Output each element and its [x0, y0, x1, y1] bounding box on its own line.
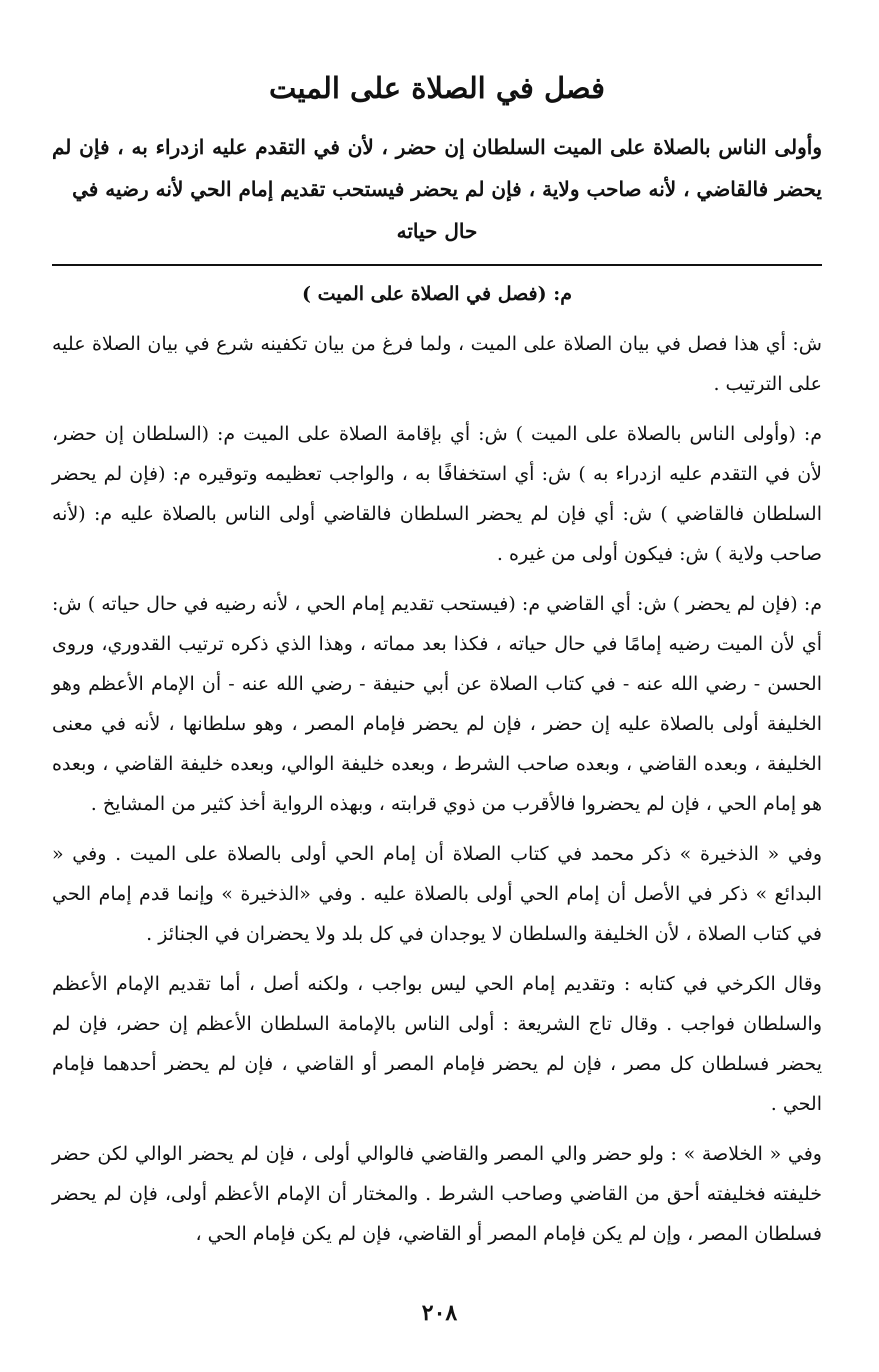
commentary-paragraph-1: ش: أي هذا فصل في بيان الصلاة على الميت ، ولما فرغ من بيان تكفينه شرع في بيان الصلاة عليه على الترتيب . — [52, 332, 822, 395]
matn-text: وأولى الناس بالصلاة على الميت السلطان إن حضر ، لأن في التقدم عليه ازدراء به ، فإن لم يحضر فالقاضي ، لأنه صاحب ولاية ، فإن لم يحضر فيستحب تقديم إمام الحي لأنه رضيه في — [52, 134, 822, 201]
commentary-paragraph-2: م: (وأولى الناس بالصلاة على الميت ) ش: أي بإقامة الصلاة على الميت م: (السلطان إن حضر، لأن في التقدم عليه ازدراء به ) ش: أي استخفافًا به ، والواجب تعظيمه وتوقيره م: (فإن لم يحضر السلطان فالقاضي ) ش: أي فإن لم يحضر السلطان فالقاضي أولى الناس بالصلاة عليه م: (لأنه صاحب ولاية ) ش: فيكون أولى من غيره . — [52, 422, 822, 565]
commentary-heading-text: م: (فصل في الصلاة على الميت ) — [301, 282, 573, 305]
matn-text-last-line: حال حياته — [396, 218, 478, 243]
page-body — [52, 70, 822, 1264]
commentary-paragraph-3: م: (فإن لم يحضر ) ش: أي القاضي م: (فيستحب تقديم إمام الحي ، لأنه رضيه في حال حياته ) ش: أي لأن الميت رضيه إمامًا في حال حياته ، فكذا بعد مماته ، وهذا الذي ذكره ترتيب القدوري، وروى الحسن - رضي الله عنه - في كتاب الصلاة عن أبي حنيفة - رضي الله عنه - أن الإمام الأعظم وهو الخليفة أولى بالصلاة عليه إن حضر ، فإن لم يحضر فإمام المصر ، وهو سلطانها ، لأنه في معنى الخليفة ، وبعده القاضي ، وبعده صاحب الشرط ، وبعده خليفة الوالي، وبعده خليفة القاضي ، وبعده هو إمام الحي ، فإن لم يحضروا فالأقرب من ذوي قرابته ، وبهذه الرواية أخذ كثير من المشايخ . — [52, 592, 822, 815]
commentary-paragraph-6: وفي « الخلاصة » : ولو حضر والي المصر والقاضي فالوالي أولى ، فإن لم يحضر الوالي لكن حضر خليفته فخليفته أحق من القاضي وصاحب الشرط . والمختار أن الإمام الأعظم أولى، فإن لم يحضر فسلطان المصر ، وإن لم يكن فإمام المصر أو القاضي، فإن لم يكن فإمام الحي ، — [52, 1142, 822, 1245]
chapter-title: فصل في الصلاة على الميت — [269, 71, 605, 105]
page-number: ٢٠٨ — [421, 1300, 458, 1326]
commentary-heading — [52, 274, 822, 314]
commentary-paragraph-4: وفي « الذخيرة » ذكر محمد في كتاب الصلاة أن إمام الحي أولى بالصلاة على الميت . وفي « البدائع » ذكر في الأصل أن إمام الحي أولى بالصلاة عليه . وفي «الذخيرة » وإنما قدم إمام الحي في كتاب الصلاة ، لأن الخليفة والسلطان لا يوجدان في كل بلد ولا يحضران في الجنائز . — [52, 842, 823, 945]
separator-rule — [52, 264, 822, 266]
commentary-paragraph-5: وقال الكرخي في كتابه : وتقديم إمام الحي ليس بواجب ، ولكنه أصل ، أما تقديم الإمام الأعظم والسلطان فواجب . وقال تاج الشريعة : أولى الناس بالإمامة السلطان الأعظم إن حضر، فإن لم يحضر فسلطان كل مصر ، فإن لم يحضر فإمام المصر أو القاضي ، فإن لم يحضر أحدهما فإمام الحي . — [52, 972, 822, 1115]
